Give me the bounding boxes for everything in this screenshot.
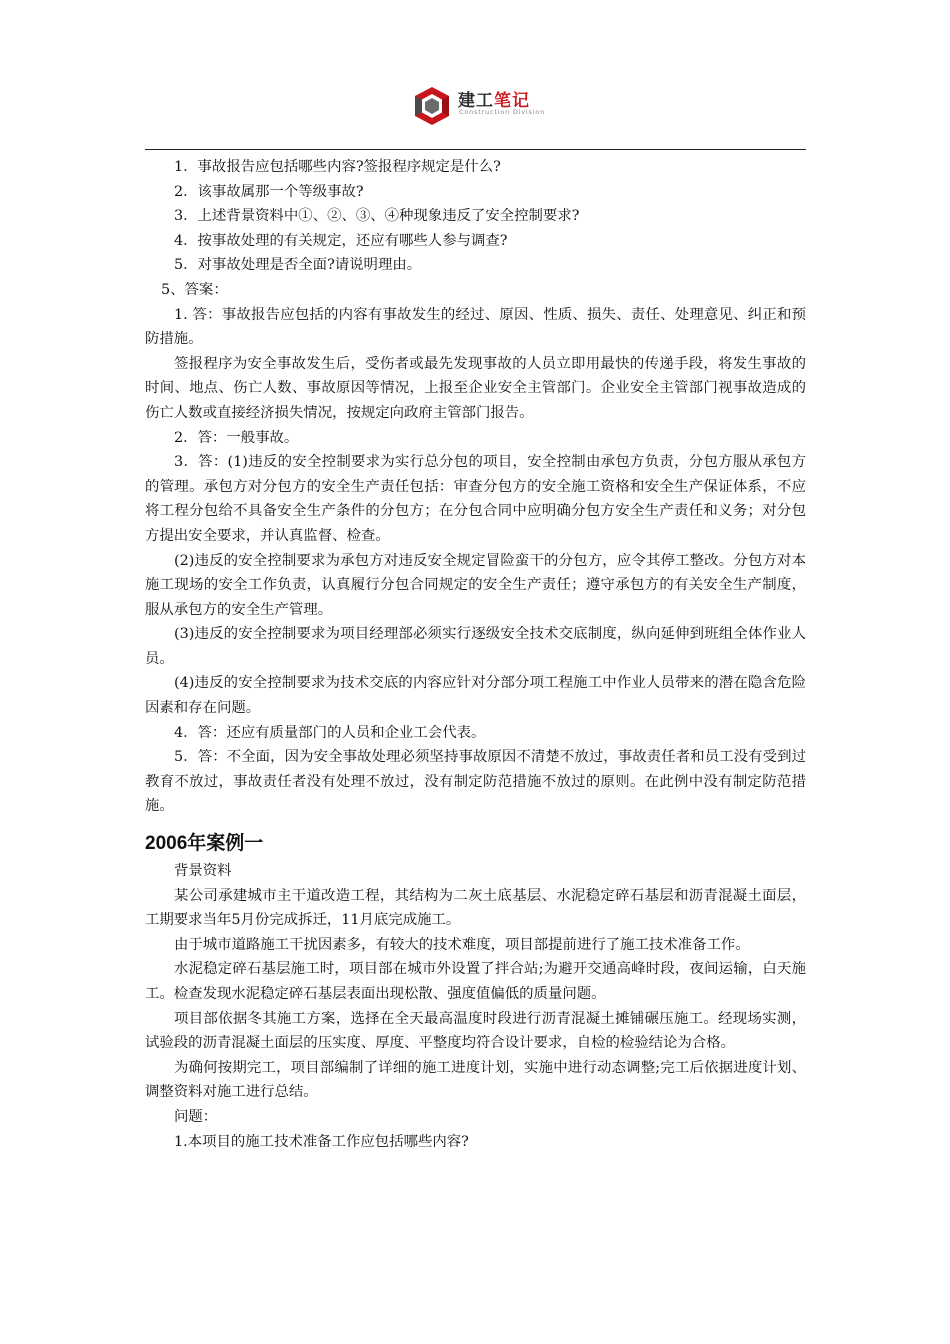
logo-title-part-a: 建工 bbox=[458, 91, 494, 111]
answer-paragraph: 5．答：不全面，因为安全事故处理必须坚持事故原因不清楚不放过，事故责任者和员工没有受到过教育不放过，事故责任者没有处理不放过，没有制定防范措施不放过的原则。在此例中没有制定防范措施。 bbox=[145, 749, 806, 815]
answer-heading: 5、答案： bbox=[161, 281, 228, 298]
logo-subtitle: Construction Division bbox=[459, 108, 546, 116]
answer-paragraph: 1. 答：事故报告应包括的内容有事故发生的经过、原因、性质、损失、责任、处理意见、纠正和预防措施。 bbox=[145, 306, 806, 348]
case-heading: 2006年案例一 bbox=[145, 833, 264, 855]
case-paragraph: 由于城市道路施工干扰因素多，有较大的技术难度，项目部提前进行了施工技术准备工作。 bbox=[174, 936, 750, 953]
logo-cube-icon bbox=[410, 84, 454, 128]
answer-paragraph: 3．答：(1)违反的安全控制要求为实行总分包的项目，安全控制由承包方负责，分包方服从承包方的管理。承包方对分包方的安全生产责任包括：审查分包方的安全施工资格和安全生产保证体系，不应将工程分包给不具备安全生产条件的分包方；在分包合同中应明确分包方安全生产责任和义务；对分包方提出安全要求，并认真监督、检查。 bbox=[145, 454, 806, 544]
case-paragraph: 某公司承建城市主干道改造工程，其结构为二灰土底基层、水泥稳定碎石基层和沥青混凝土面层，工期要求当年5月份完成拆迁，11月底完成施工。 bbox=[145, 887, 806, 929]
case-paragraph: 项目部依据冬其施工方案，选择在全天最高温度时段进行沥青混凝土摊铺碾压施工。经现场实测，试验段的沥青混凝土面层的压实度、厚度、平整度均符合设计要求，自检的检验结论为合格。 bbox=[145, 1010, 806, 1052]
answer-paragraph: (2)违反的安全控制要求为承包方对违反安全规定冒险蛮干的分包方，应令其停工整改。分包方对本施工现场的安全工作负责，认真履行分包合同规定的安全生产责任；遵守承包方的有关安全生产制度，服从承包方的安全生产管理。 bbox=[145, 552, 806, 618]
case-label: 背景资料 bbox=[174, 863, 232, 880]
question-item: 1.本项目的施工技术准备工作应包括哪些内容? bbox=[174, 1133, 469, 1150]
answer-paragraph: 4．答：还应有质量部门的人员和企业工会代表。 bbox=[174, 724, 486, 741]
case-paragraph: 水泥稳定碎石基层施工时，项目部在城市外设置了拌合站;为避开交通高峰时段，夜间运输，白天施工。检查发现水泥稳定碎石基层表面出现松散、强度值偏低的质量问题。 bbox=[145, 961, 806, 1002]
case-paragraph: 为确何按期完工，项目部编制了详细的施工进度计划，实施中进行动态调整;完工后依据进度计划、调整资料对施工进行总结。 bbox=[145, 1059, 806, 1101]
question-item: 4．按事故处理的有关规定，还应有哪些人参与调查? bbox=[174, 232, 508, 249]
logo-title-part-b: 笔记 bbox=[494, 91, 530, 111]
header-divider bbox=[145, 149, 806, 150]
document-body bbox=[145, 155, 806, 1154]
answer-paragraph: 2．答：一般事故。 bbox=[174, 429, 299, 446]
question-item: 1．事故报告应包括哪些内容?签报程序规定是什么? bbox=[174, 159, 501, 175]
question-item: 3．上述背景资料中①、②、③、④种现象违反了安全控制要求? bbox=[174, 208, 580, 225]
question-item: 5．对事故处理是否全面?请说明理由。 bbox=[174, 257, 422, 274]
answer-paragraph: (3)违反的安全控制要求为项目经理部必须实行逐级安全技术交底制度，纵向延伸到班组全体作业人员。 bbox=[145, 626, 806, 667]
case-label: 问题： bbox=[174, 1108, 218, 1125]
brand-logo bbox=[410, 84, 550, 130]
answer-paragraph: 签报程序为安全事故发生后，受伤者或最先发现事故的人员立即用最快的传递手段，将发生事故的时间、地点、伤亡人数、事故原因等情况，上报至企业安全主管部门。企业安全主管部门视事故造成的伤亡人数或直接经济损失情况，按规定向政府主管部门报告。 bbox=[145, 355, 806, 421]
question-item: 2．该事故属那一个等级事故? bbox=[174, 183, 364, 200]
answer-paragraph: (4)违反的安全控制要求为技术交底的内容应针对分部分项工程施工中作业人员带来的潜在隐含危险因素和存在问题。 bbox=[145, 675, 806, 717]
page-header bbox=[0, 0, 950, 152]
